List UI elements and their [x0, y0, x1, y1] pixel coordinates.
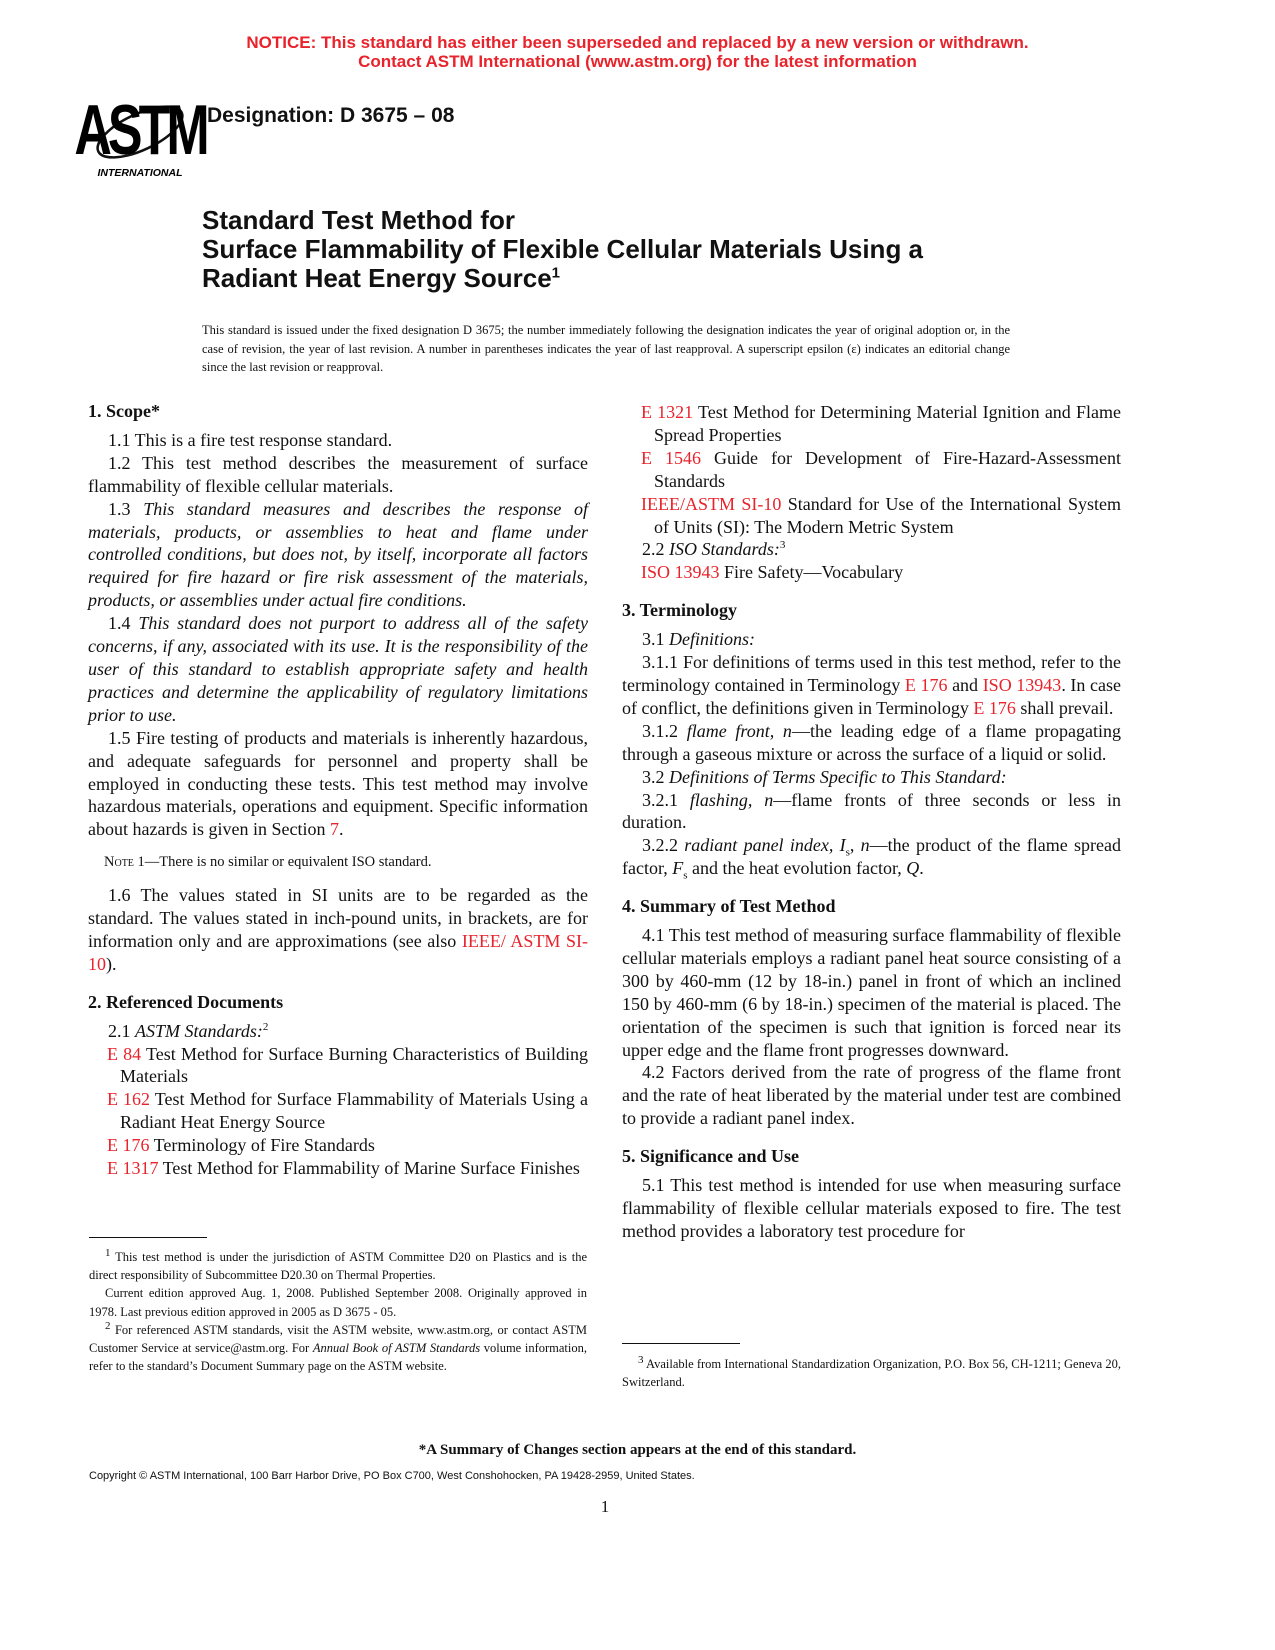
text-segment: s [845, 846, 850, 859]
section-heading [622, 1145, 1121, 1168]
text-segment: 2.2 [642, 539, 669, 560]
paragraph [88, 429, 588, 452]
footnote-divider [89, 1237, 207, 1238]
reference-entry [622, 561, 1121, 584]
footnote-2 [89, 1321, 587, 1376]
text-segment: 5.1 This test method is intended for use when measuring surface flammability of flexible cellular materials exposed to fire. The test method provides a laboratory test procedure for [622, 1175, 1121, 1241]
paragraph [88, 498, 588, 613]
reference-entry [88, 1043, 588, 1089]
notice-line-1: NOTICE: This standard has either been superseded and replaced by a new version or withdrawn. [246, 33, 1029, 52]
text-segment: 1—There is no similar or equivalent ISO standard. [133, 854, 432, 871]
text-segment: ). [106, 953, 117, 974]
footnotes-right [622, 1355, 1121, 1391]
text-segment: flame front, n [686, 720, 792, 741]
text-segment: 2 [262, 1020, 269, 1033]
footnote-mark: 1 [105, 1246, 111, 1259]
text-segment: F [672, 858, 684, 879]
text-segment: 3.2.2 [642, 835, 685, 856]
page-number: 1 [600, 1497, 610, 1516]
text-segment: 1.3 [108, 498, 144, 519]
text-segment: Note [104, 854, 134, 871]
footnote-text: For referenced ASTM standards, visit the ASTM website, www.astm.org, or contact ASTM Customer Service at service@astm.org. For [89, 1322, 587, 1356]
footnote-text: This test method is under the jurisdiction of ASTM Committee D20 on Plastics and is the direct responsibility of Subcommittee D20.30 on Thermal Properties. [89, 1250, 587, 1283]
reference-entry [88, 1088, 588, 1134]
text-segment: 3.2 [642, 766, 669, 787]
reference-entry [622, 493, 1121, 539]
reference-link[interactable]: E 1317 [107, 1158, 159, 1179]
reference-entry [88, 1134, 588, 1157]
summary-of-changes-note: *A Summary of Changes section appears at the end of this standard. [418, 1442, 857, 1458]
astm-logo [74, 91, 206, 180]
reference-link[interactable]: E 176 [904, 674, 948, 695]
text-segment: 4.2 Factors derived from the rate of progress of the flame front and the rate of heat liberated by the material under test are combined to provide a radiant panel index. [622, 1062, 1121, 1129]
text-segment: ISO Standards: [669, 539, 780, 560]
reference-link[interactable]: E 162 [107, 1089, 151, 1110]
footnote-italic: Annual Book of ASTM Standards [312, 1341, 481, 1356]
text-segment: 3.1 [642, 629, 669, 650]
text-segment: Definitions: [669, 629, 755, 650]
paragraph [622, 1061, 1121, 1130]
title-line-2: Surface Flammability of Flexible Cellular Materials Using a [202, 234, 924, 264]
text-segment: 3.1.1 For definitions of terms used in this test method, refer to the terminology contained in Terminology [622, 652, 1121, 695]
text-segment: . [338, 819, 344, 840]
paragraph [88, 884, 588, 976]
text-segment: radiant panel index, I [684, 835, 846, 856]
text-segment: . In case of conflict, the definitions given in Terminology [622, 674, 1122, 718]
copyright: Copyright © ASTM International, 100 Barr Harbor Drive, PO Box C700, West Conshohocken, PA 19428-2959, United States. [89, 1470, 695, 1482]
section-heading [88, 991, 588, 1014]
text-segment: 3.2.1 [642, 789, 690, 810]
left-column [88, 400, 588, 1180]
svg-text:INTERNATIONAL: INTERNATIONAL [97, 167, 183, 179]
text-segment: 3.1.2 [642, 720, 687, 741]
reference-link[interactable]: E 1321 [641, 402, 694, 422]
text-segment: Test Method for Determining Material Ignition and Flame Spread Properties [654, 402, 1121, 445]
paragraph [622, 834, 1121, 880]
reference-entry [622, 401, 1121, 447]
text-segment: Standard for Use of the International System of Units (SI): The Modern Metric System [654, 493, 1121, 537]
text-segment: Test Method for Surface Burning Characteristics of Building Materials [120, 1043, 588, 1087]
text-segment: —the leading edge of a flame propagating through a gaseous mixture or across the surface of a liquid or solid. [622, 720, 1121, 764]
reference-link[interactable]: ISO 13943 [982, 674, 1062, 695]
footnote-divider-right [622, 1343, 740, 1344]
text-segment: shall prevail. [1015, 697, 1114, 718]
text-segment: —the product of the flame spread factor, [622, 835, 1121, 879]
footnote-text: Available from International Standardization Organization, P.O. Box 56, CH-1211; Geneva 20, Switzerland. [622, 1357, 1121, 1390]
text-segment: This standard does not purport to address all of the safety concerns, if any, associated with its use. It is the responsibility of the user of this standard to establish appropriate safety and health practices and determine the applicability of regulatory limitations prior to use. [88, 613, 589, 725]
reference-link[interactable]: ISO 13943 [641, 562, 720, 583]
text-segment: Q [906, 858, 920, 879]
section-heading [88, 400, 588, 423]
text-segment: 3 [779, 539, 786, 552]
paragraph [622, 538, 1121, 561]
paragraph [88, 452, 588, 498]
text-segment: 3. Terminology [622, 600, 738, 621]
issuance-statement: This standard is issued under the fixed designation D 3675; the number immediately following the designation indicates the year of original adoption or, in the case of revision, the year of last revision. A number in parentheses indicates the year of last reapproval. A superscript epsilon (ε) indicates an editorial change since the last revision or reapproval. [202, 323, 1010, 374]
text-segment: 2. Referenced Documents [88, 991, 284, 1012]
title-line-1: Standard Test Method for [202, 205, 515, 235]
paragraph [88, 612, 588, 727]
withdrawn-notice [0, 33, 1275, 71]
text-segment: 5. Significance and Use [622, 1146, 800, 1167]
text-segment: Terminology of Fire Standards [149, 1135, 375, 1156]
text-segment: . [919, 858, 924, 879]
text-segment: , [849, 835, 861, 856]
title-line-3: Radiant Heat Energy Source [202, 263, 552, 293]
text-segment: 1.6 The values stated in SI units are to be regarded as the standard. The values stated in inch-pound units, in brackets, are for information only and are approximations (see also [88, 885, 588, 951]
text-segment: Test Method for Flammability of Marine Surface Finishes [158, 1158, 580, 1179]
footnote-1 [89, 1248, 587, 1284]
paragraph [622, 789, 1121, 835]
reference-link[interactable]: E 176 [973, 697, 1016, 718]
text-segment: and the heat evolution factor, [687, 858, 907, 879]
note [104, 851, 588, 874]
text-segment: 1. Scope* [88, 401, 160, 421]
text-segment: 4. Summary of Test Method [622, 896, 836, 917]
reference-entry [622, 447, 1121, 493]
notice-line-2: Contact ASTM International (www.astm.org) for the latest information [358, 52, 917, 71]
text-segment: Guide for Development of Fire-Hazard-Assessment Standards [654, 447, 1121, 491]
paragraph [88, 1020, 588, 1043]
footnote-1-edition [89, 1284, 587, 1320]
text-segment: 1.5 Fire testing of products and materials is inherently hazardous, and adequate safeguards for personnel and property shall be employed in conducting these tests. This test method may involve hazardous materials, operations and equipment. Specific information about hazards is given in Section [88, 727, 588, 840]
reference-link[interactable]: E 1546 [641, 447, 702, 468]
text-segment: s [683, 869, 688, 882]
footnote-text: volume information, refer to the standard’s Document Summary page on the ASTM website. [89, 1341, 587, 1374]
text-segment: 1.2 This test method describes the measurement of surface flammability of flexible cellular materials. [88, 452, 588, 496]
footnote-mark: 2 [105, 1319, 111, 1332]
text-segment: n [860, 835, 870, 856]
paragraph [622, 628, 1121, 651]
reference-link[interactable]: IEEE/ ASTM SI-10 [88, 930, 589, 974]
reference-link[interactable]: E 84 [107, 1043, 142, 1064]
text-segment: flashing, n [689, 789, 774, 810]
paragraph [622, 720, 1121, 766]
reference-entry [88, 1157, 588, 1180]
paragraph [622, 651, 1121, 720]
designation: Designation: D 3675 – 08 [207, 104, 455, 127]
reference-link[interactable]: E 176 [107, 1135, 150, 1156]
reference-link[interactable]: 7 [329, 819, 339, 840]
paragraph [622, 766, 1121, 789]
footnote-mark: 3 [638, 1353, 644, 1366]
text-segment: and [947, 674, 983, 695]
text-segment: 1.4 [108, 613, 139, 634]
text-segment: Fire Safety—Vocabulary [719, 562, 904, 583]
footnotes-left [89, 1248, 587, 1375]
title-footnote-mark: 1 [551, 264, 560, 282]
text-segment: Definitions of Terms Specific to This Standard: [669, 766, 1007, 787]
paragraph [622, 1174, 1121, 1243]
right-column [622, 401, 1121, 1243]
text-segment: ASTM Standards: [135, 1020, 263, 1041]
text-segment: 2.1 [108, 1020, 135, 1041]
document-title [202, 206, 923, 293]
text-segment: —flame fronts of three seconds or less in duration. [622, 789, 1122, 833]
paragraph [622, 924, 1121, 1061]
text-segment: 1.1 This is a fire test response standard. [108, 429, 393, 450]
section-heading [622, 895, 1121, 918]
text-segment: This standard measures and describes the response of materials, products, or assemblies to heat and flame under controlled conditions, but does not, by itself, incorporate all factors required for fire hazard or fire risk assessment of the materials, products, or assemblies under actual fire conditions. [88, 498, 589, 611]
paragraph [88, 727, 588, 842]
svg-text:ASTM: ASTM [74, 91, 206, 171]
text-segment: Test Method for Surface Flammability of Materials Using a Radiant Heat Energy Source [120, 1089, 588, 1133]
section-heading [622, 599, 1121, 622]
footnote-3 [622, 1355, 1121, 1391]
footnote-text: Current edition approved Aug. 1, 2008. Published September 2008. Originally approved in 1978. Last previous edition approved in 2005 as D 3675 - 05. [89, 1286, 587, 1319]
reference-link[interactable]: IEEE/ASTM SI-10 [641, 493, 782, 514]
text-segment: 4.1 This test method of measuring surface flammability of flexible cellular materials employs a radiant panel heat source consisting of a 300 by 460-mm (12 by 18-in.) panel in front of which an inclined 150 by 460-mm (6 by 18-in.) specimen of the material is placed. The orientation of the specimen is such that ignition is forced near its upper edge and the flame front progresses downward. [622, 925, 1121, 1060]
